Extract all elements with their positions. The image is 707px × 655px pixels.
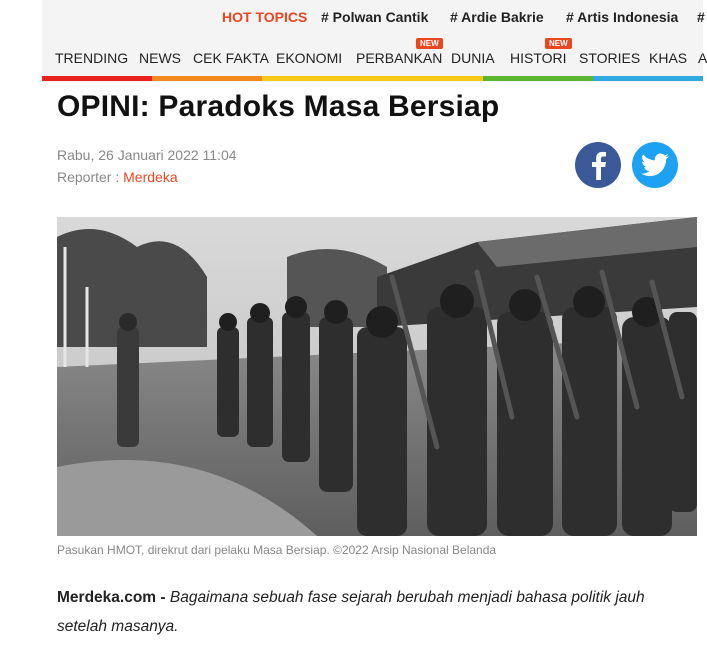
facebook-icon — [588, 150, 608, 180]
nav-item-cek-fakta[interactable]: CEK FAKTA — [193, 50, 269, 66]
lead-text: Bagaimana sebuah fase sejarah berubah menjadi bahasa politik jauh setelah masanya. — [57, 589, 645, 635]
hot-topic-link[interactable]: # Ardie Bakrie — [450, 9, 544, 25]
nav-item-stories[interactable]: STORIES — [579, 50, 641, 66]
article-reporter — [57, 169, 178, 185]
stripe-segment — [373, 76, 483, 81]
stripe-segment — [42, 76, 152, 81]
nav-item-histori[interactable]: HISTORI — [510, 50, 567, 66]
soldiers-marching-photo — [57, 217, 697, 536]
new-badge: NEW — [545, 38, 572, 49]
nav-color-stripe — [42, 76, 703, 81]
photo-caption: Pasukan HMOT, direkrut dari pelaku Masa Bersiap. ©2022 Arsip Nasional Belanda — [57, 543, 497, 557]
stripe-segment — [593, 76, 703, 81]
article-photo — [57, 217, 697, 536]
nav-item-trending[interactable]: TRENDING — [55, 50, 129, 66]
nav-item-news[interactable]: NEWS — [139, 50, 181, 66]
stripe-segment — [262, 76, 372, 81]
left-gutter — [0, 0, 42, 655]
nav-item-more[interactable]: A — [698, 50, 707, 66]
hot-topic-link[interactable]: # — [697, 9, 705, 25]
hot-topic-link[interactable]: # Artis Indonesia — [566, 9, 679, 25]
facebook-share-button[interactable] — [575, 142, 621, 188]
page-title: OPINI: Paradoks Masa Bersiap — [57, 90, 500, 123]
nav-item-perbankan[interactable]: PERBANKAN — [356, 50, 443, 66]
nav-item-dunia[interactable]: DUNIA — [451, 50, 495, 66]
hot-topics-label: HOT TOPICS — [222, 9, 308, 25]
article-lead — [57, 583, 687, 641]
twitter-share-button[interactable] — [632, 142, 678, 188]
twitter-icon — [641, 153, 669, 177]
reporter-link[interactable]: Merdeka — [123, 169, 178, 185]
new-badge: NEW — [416, 38, 443, 49]
nav-item-khas[interactable]: KHAS — [649, 50, 688, 66]
lead-source: Merdeka.com - — [57, 589, 166, 606]
stripe-segment — [152, 76, 262, 81]
reporter-label: Reporter : — [57, 169, 120, 185]
hot-topic-link[interactable]: # Polwan Cantik — [321, 9, 429, 25]
hot-topics-bar — [42, 0, 703, 36]
nav-item-ekonomi[interactable]: EKONOMI — [276, 50, 343, 66]
article-date: Rabu, 26 Januari 2022 11:04 — [57, 147, 237, 163]
stripe-segment — [483, 76, 593, 81]
